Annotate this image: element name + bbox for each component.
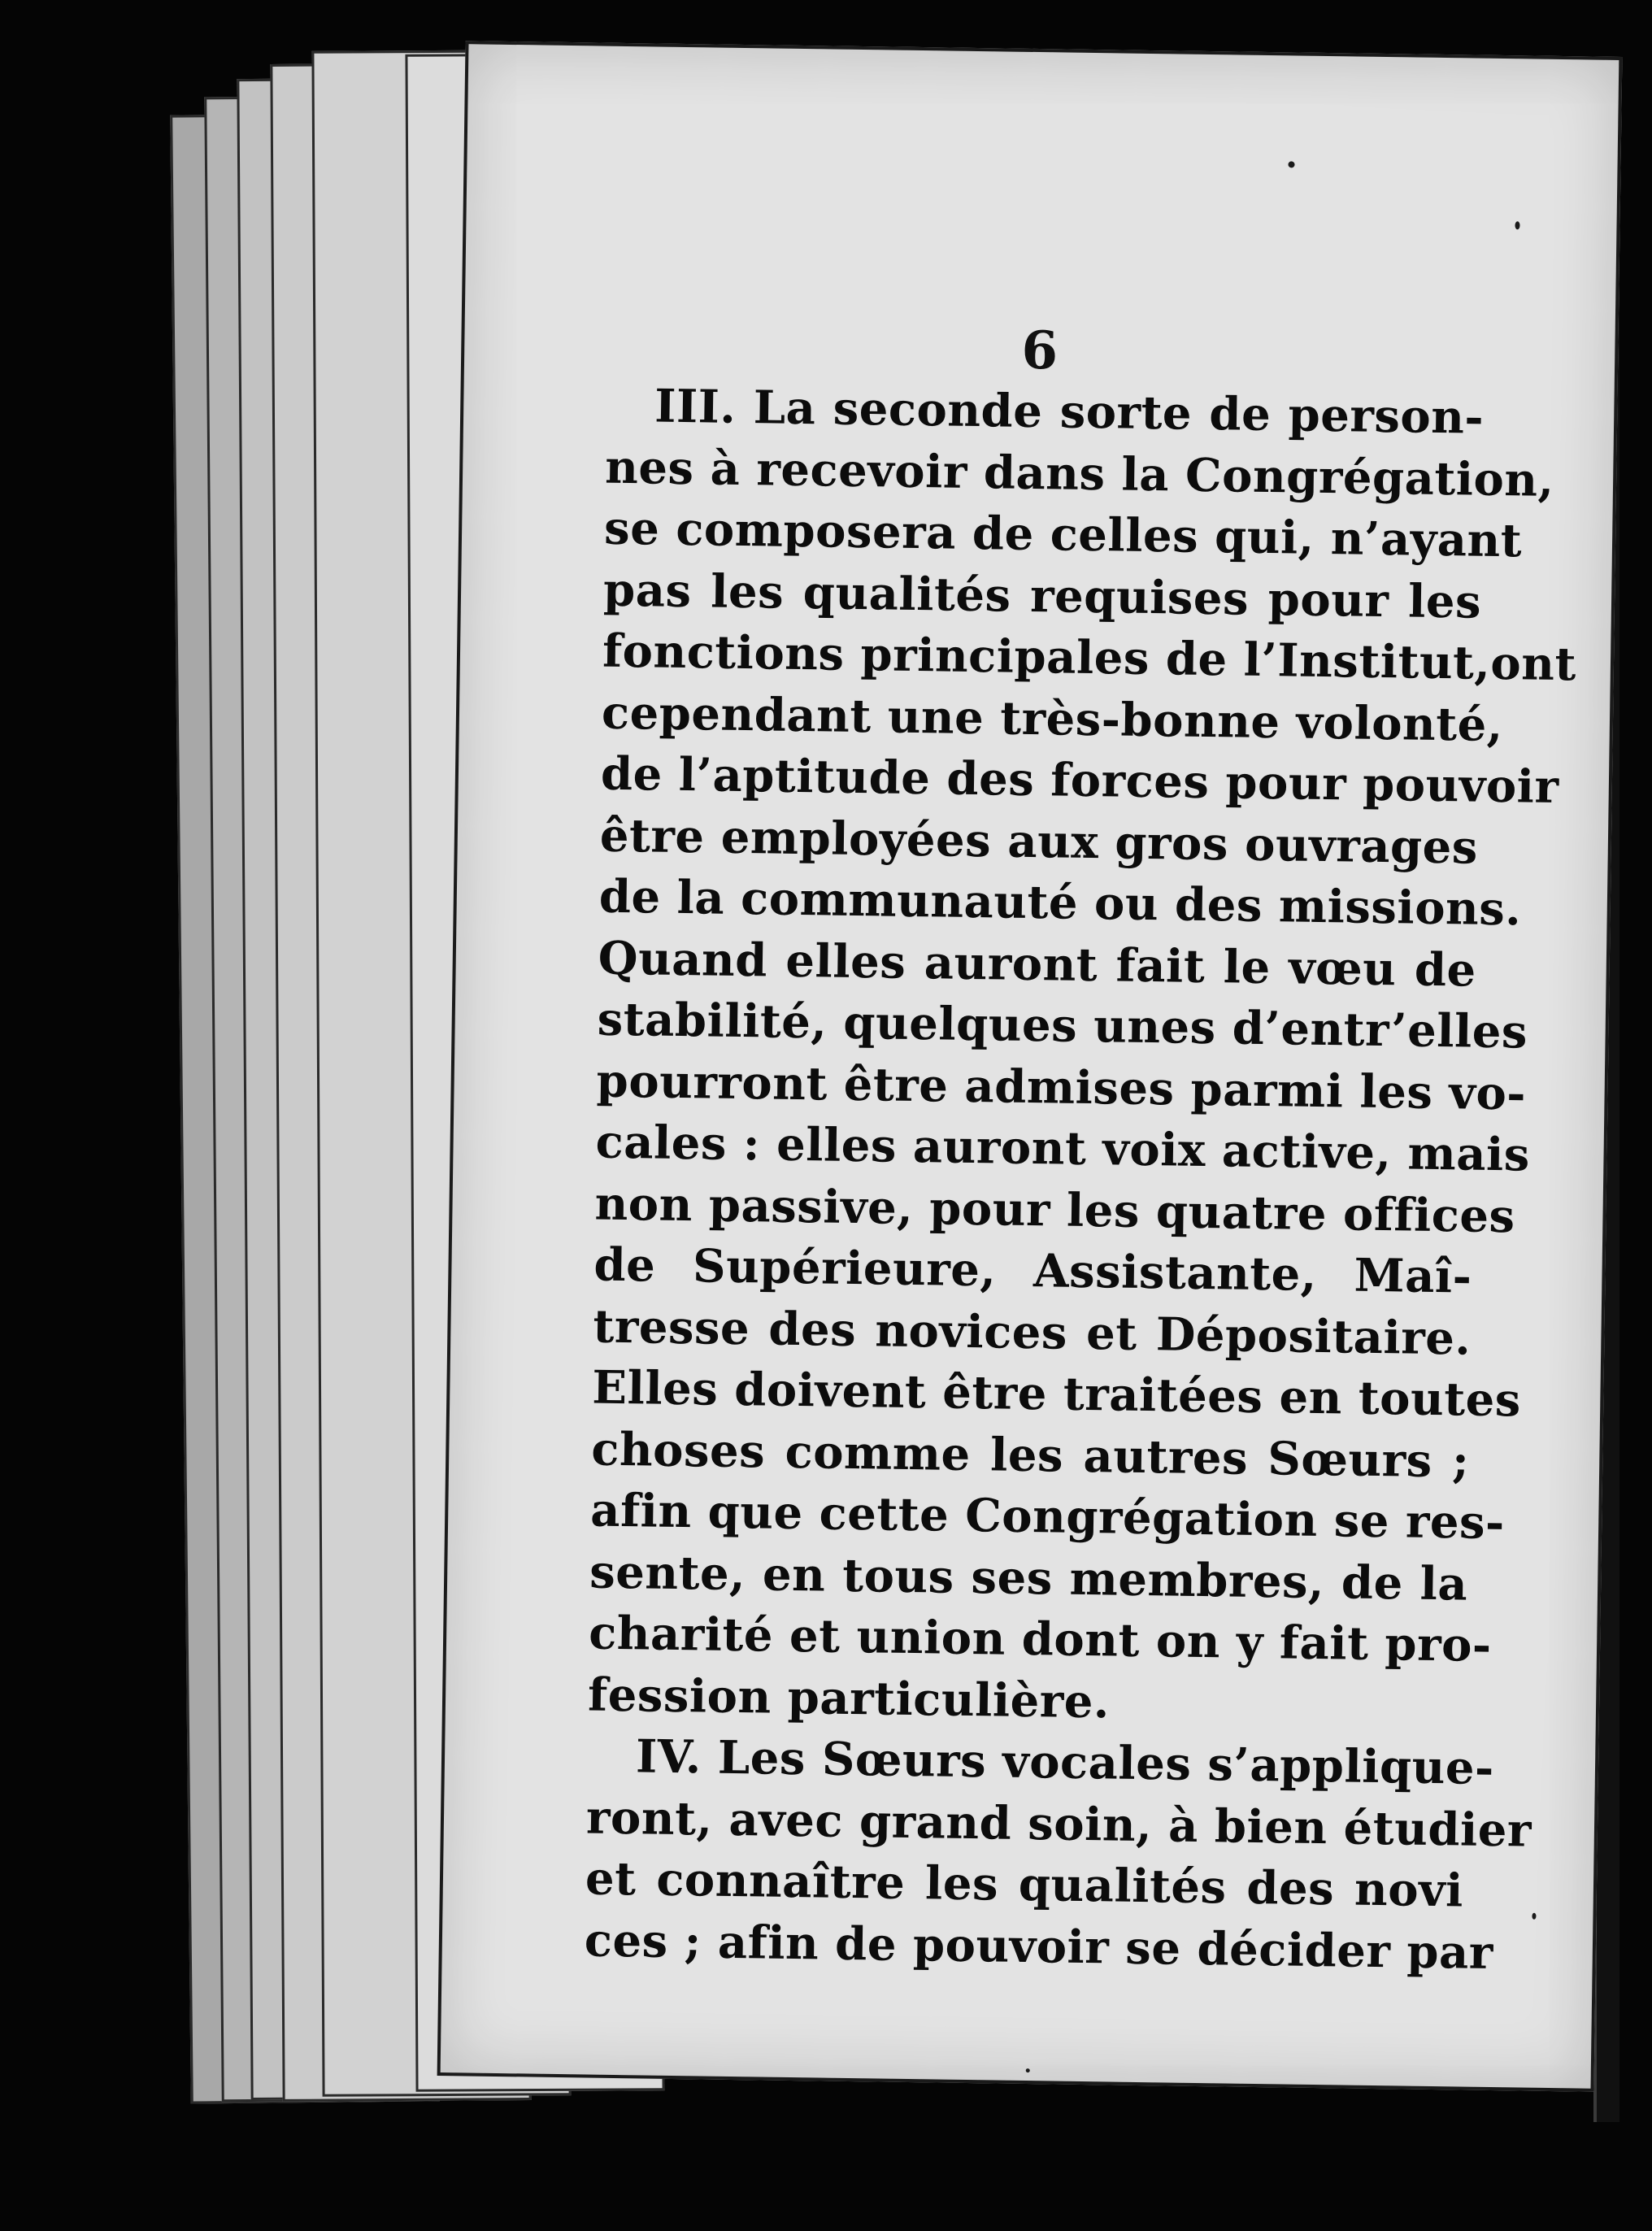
- text-line: non passive, pour les quatre offices: [594, 1176, 1516, 1243]
- text-line: de Supérieure, Assistante, Maî-: [593, 1237, 1472, 1304]
- page-number: 6: [1020, 320, 1059, 382]
- text-line: ront, avec grand soin, à bien étudier: [585, 1790, 1532, 1858]
- book-page: [437, 41, 1623, 2092]
- text-line: choses comme les autres Sœurs ;: [590, 1422, 1470, 1489]
- text-line: charité et union dont on y fait pro-: [588, 1606, 1493, 1672]
- text-line: Elles doivent être traitées en toutes: [591, 1360, 1522, 1428]
- ink-speck: [1515, 221, 1519, 229]
- text-line: fonctions principales de l’Institut,ont: [602, 624, 1577, 692]
- ink-speck: [1026, 2068, 1030, 2072]
- text-line: pas les qualités requises pour les: [602, 563, 1482, 629]
- text-line: de l’aptitude des forces pour pouvoir: [600, 746, 1559, 815]
- text-line: sente, en tous ses membres, de la: [589, 1545, 1468, 1611]
- text-line: fession particulière.: [587, 1667, 1111, 1729]
- ink-speck: [1532, 1913, 1536, 1920]
- text-line: ces ; afin de pouvoir se décider par: [584, 1912, 1494, 1980]
- ink-speck: [1288, 161, 1294, 167]
- text-line: tresse des novices et Dépositaire.: [593, 1299, 1472, 1366]
- text-line: afin que cette Congrégation se res-: [589, 1483, 1506, 1550]
- text-line: nes à recevoir dans la Congrégation,: [604, 440, 1555, 507]
- text-line: pourront être admises parmi les vo-: [596, 1054, 1527, 1121]
- text-line: de la communauté ou des missions.: [598, 869, 1522, 937]
- text-line: cependant une très-bonne volonté,: [601, 685, 1504, 752]
- text-line: cales : elles auront voix active, mais: [595, 1115, 1531, 1182]
- text-line: stabilité, quelques unes d’entr’elles: [597, 992, 1528, 1059]
- body-text: [584, 376, 1577, 1984]
- text-line: se composera de celles qui, n’ayant: [603, 501, 1523, 568]
- text-line: IV. Les Sœurs vocales s’applique-: [635, 1729, 1495, 1796]
- text-line: être employées aux gros ouvrages: [599, 808, 1479, 875]
- text-line: Quand elles auront fait le vœu de: [598, 931, 1477, 998]
- text-line: et connaître les qualités des novi: [585, 1851, 1464, 1918]
- text-line: III. La seconde sorte de person-: [654, 379, 1485, 445]
